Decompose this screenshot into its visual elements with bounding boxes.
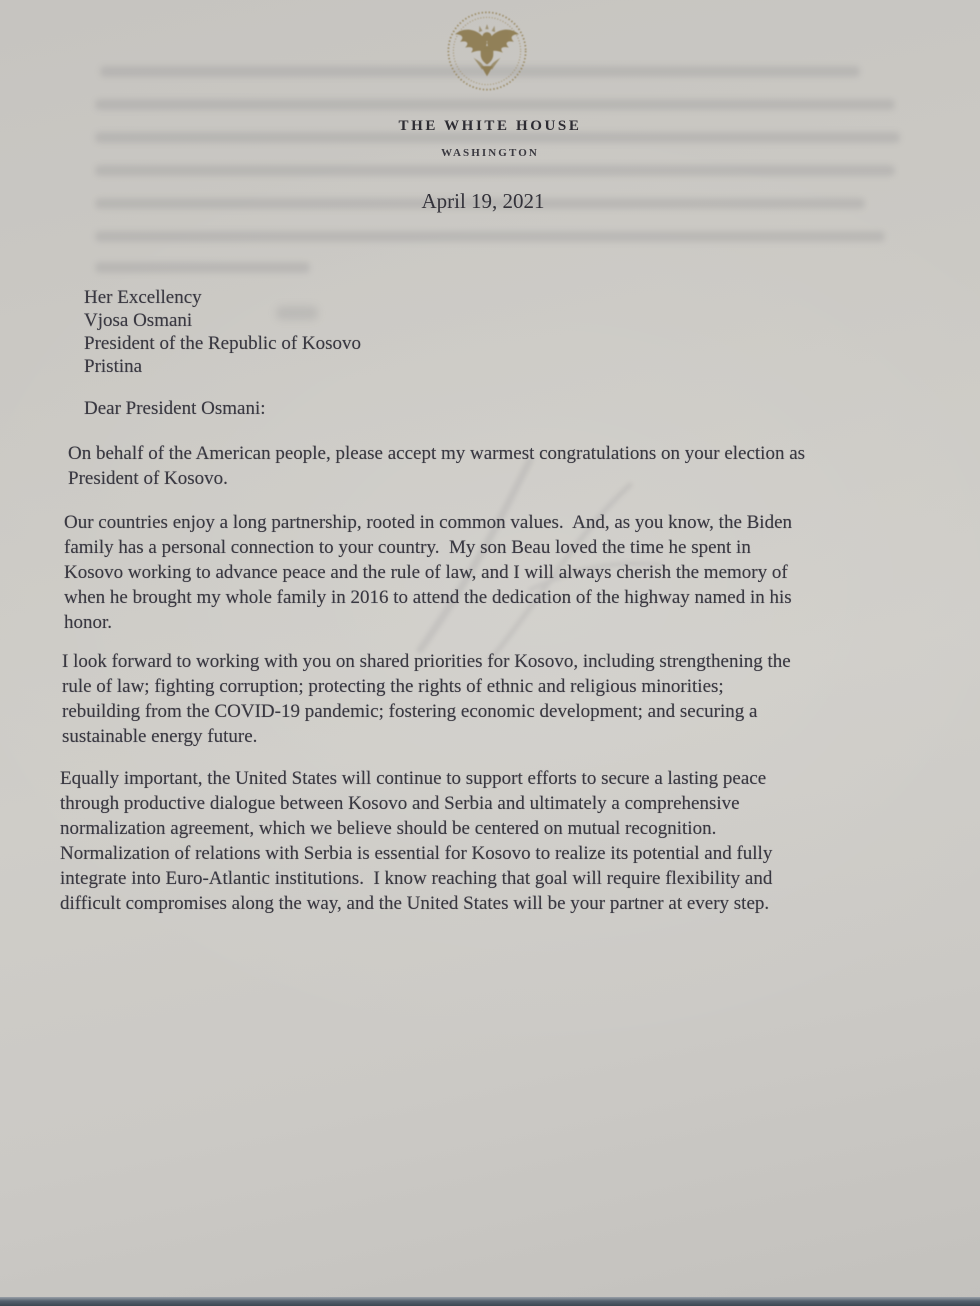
recipient-address: Her Excellency Vjosa Osmani President of the Republic of Kosovo Pristina: [84, 287, 362, 377]
letterhead-city: WASHINGTON: [441, 147, 539, 159]
paragraph-priorities: I look forward to working with you on shared priorities for Kosovo, including strengthening the rule of law; fighting corruption; protecting the rights of ethnic and religious minorities; rebuilding from the COVID-19 pandemic; fostering economic development; and securing a sustainable energy future.: [62, 651, 791, 747]
paragraph-congratulations: On behalf of the American people, please accept my warmest congratulations on your election as President of Kosovo.: [68, 443, 806, 489]
bleed-through-line: [95, 231, 885, 242]
bleed-through-line: [95, 99, 895, 110]
bleed-through-line: [95, 262, 310, 273]
presidential-seal-icon: [445, 9, 529, 93]
paragraph-partnership: Our countries enjoy a long partnership, rooted in common values. And, as you know, the Biden family has a personal connection to your country. My son Beau loved the time he spent in Kosovo working to advance peace and the rule of law, and I will always cherish the memory of when he brought my whole family in 2016 to attend the dedication of the highway named in his honor.: [64, 512, 793, 633]
bleed-through-line: [95, 165, 895, 176]
paragraph-serbia-dialogue: Equally important, the United States will continue to support efforts to secure a lasting peace through productive dialogue between Kosovo and Serbia and ultimately a comprehensive normalization agreement, which we believe should be centered on mutual recognition. Normalization of relations with Serbia is essential for Kosovo to realize its potential and fully integrate into Euro-Atlantic institutions. I know reaching that goal will require flexibility and difficult compromises along the way, and the United States will be your partner at every step.: [60, 768, 773, 914]
salutation: Dear President Osmani:: [84, 398, 266, 419]
letterhead-org: THE WHITE HOUSE: [398, 118, 582, 134]
photo-bottom-edge: [0, 1297, 980, 1306]
letter-date: April 19, 2021: [421, 189, 545, 213]
